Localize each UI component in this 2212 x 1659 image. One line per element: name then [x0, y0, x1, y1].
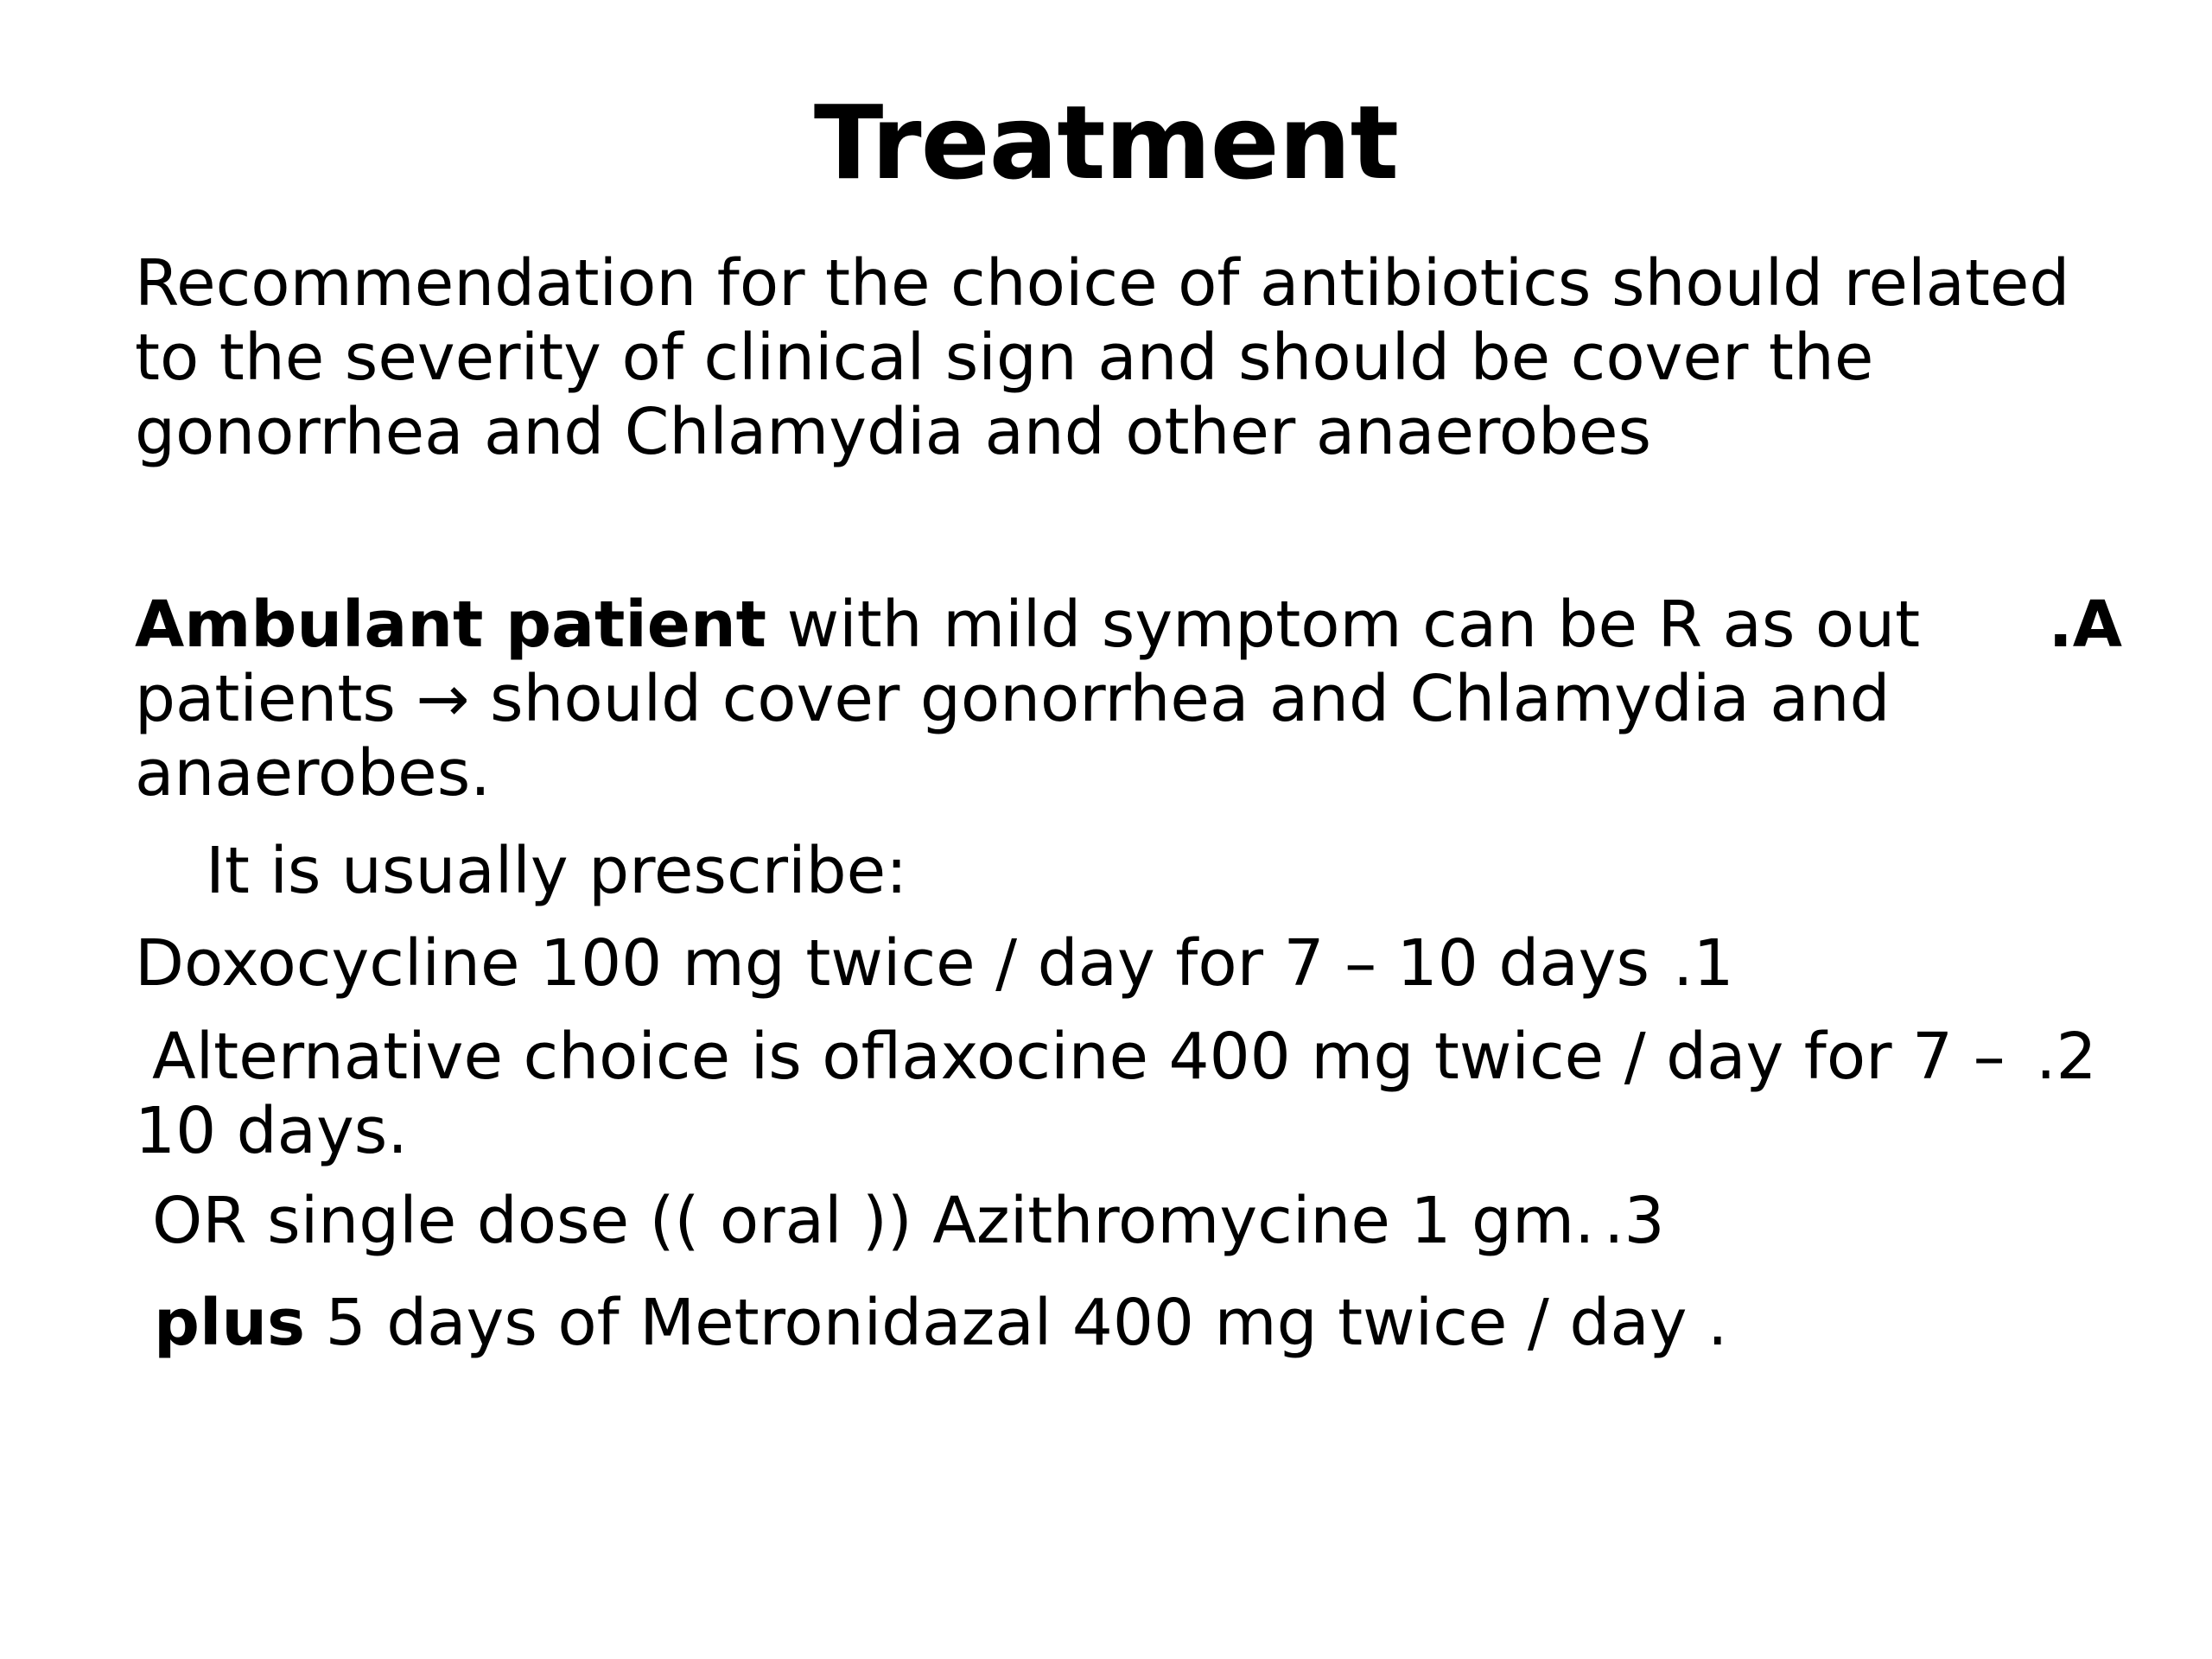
item-marker: .1 — [1673, 926, 1734, 1001]
section-a-text: with mild symptom can be R as out — [766, 588, 1921, 662]
prescribe-intro: It is usually prescribe: — [206, 834, 908, 908]
list-item — [135, 926, 2122, 1001]
intro-line: gonorrhea and Chlamydia and other anaerobes — [135, 395, 1652, 469]
intro-paragraph — [135, 246, 2122, 469]
item-text: Alternative choice is oflaxocine 400 mg twice / day for 7 – — [152, 1020, 2005, 1094]
plus-text: 5 days of Metronidazal 400 mg twice / day . — [305, 1286, 1728, 1360]
section-a — [135, 588, 2122, 810]
item-text: Doxocycline 100 mg twice / day for 7 – 10 days — [135, 926, 1650, 1001]
section-a-line2: patients → should cover gonorrhea and Chlamydia and — [135, 662, 1891, 736]
section-a-marker: .A — [2048, 588, 2122, 662]
plus-line — [154, 1286, 2141, 1360]
plus-label: plus — [154, 1286, 306, 1360]
item-text: OR single dose (( oral )) Azithromycine 1 gm. — [152, 1184, 1595, 1258]
item-marker: .3 — [1604, 1184, 1665, 1258]
ambulant-patient-heading: Ambulant patient — [135, 588, 767, 662]
section-a-line3: anaerobes. — [135, 736, 491, 810]
list-item — [135, 1020, 2122, 1168]
intro-line: to the severity of clinical sign and should be cover the — [135, 321, 1874, 395]
intro-line: Recommendation for the choice of antibiotics should related — [135, 246, 2070, 321]
item-text-continued: 10 days. — [135, 1094, 408, 1168]
section-a-line1 — [135, 588, 2122, 662]
slide-title: Treatment — [813, 83, 1399, 202]
list-item — [135, 1184, 2122, 1258]
item-marker: .2 — [2036, 1020, 2097, 1094]
